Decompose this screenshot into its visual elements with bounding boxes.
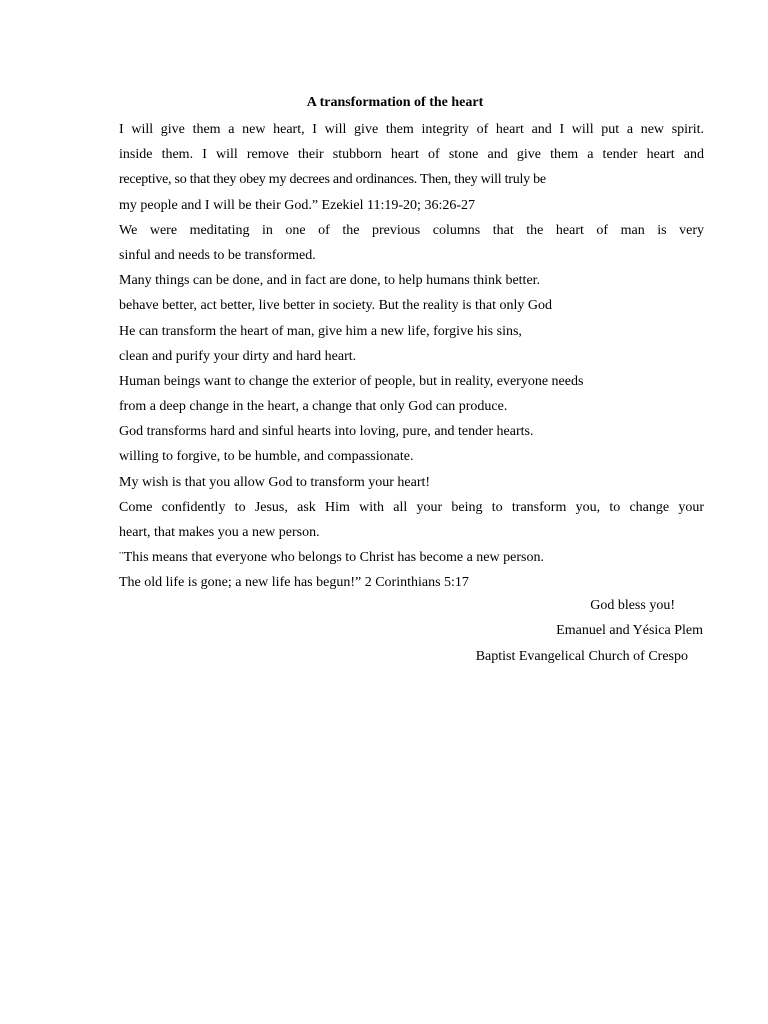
body-line: from a deep change in the heart, a change that only God can produce. (119, 399, 508, 415)
signature-church: Baptist Evangelical Church of Crespo (475, 649, 688, 664)
body-line: My wish is that you allow God to transform your heart! (119, 474, 431, 490)
body-line: receptive, so that they obey my decrees and ordinances. Then, they will truly be (119, 172, 546, 188)
body-line: Human beings want to change the exterior of people, but in reality, everyone needs (119, 373, 584, 389)
body-line: He can transform the heart of man, give him a new life, forgive his sins, (119, 323, 522, 339)
body-line: heart, that makes you a new person. (119, 525, 320, 540)
body-line: The old life is gone; a new life has begun!” 2 Corinthians 5:17 (119, 575, 469, 591)
body-line: I will give them a new heart, I will give them integrity of heart and I will put a new spirit. (119, 122, 704, 137)
body-line: willing to forgive, to be humble, and compassionate. (119, 449, 414, 465)
body-line: ¨This means that everyone who belongs to Christ has become a new person. (119, 550, 544, 566)
body-line: Many things can be done, and in fact are done, to help humans think better. (119, 273, 541, 289)
body-line: sinful and needs to be transformed. (119, 247, 316, 263)
body-line: clean and purify your dirty and hard heart. (119, 348, 357, 364)
signature-authors: Emanuel and Yésica Plem (556, 623, 703, 638)
document-title: A transformation of the heart (306, 95, 484, 110)
body-line: my people and I will be their God.” Ezekiel 11:19-20; 36:26-27 (119, 197, 476, 213)
body-line: Come confidently to Jesus, ask Him with all your being to transform you, to change your (119, 499, 704, 515)
body-line: We were meditating in one of the previous columns that the heart of man is very (119, 222, 704, 238)
signature-blessing: God bless you! (590, 598, 675, 613)
body-line: God transforms hard and sinful hearts into loving, pure, and tender hearts. (119, 424, 534, 440)
document-body (119, 117, 704, 596)
body-line: behave better, act better, live better in society. But the reality is that only God (119, 298, 552, 314)
body-line: inside them. I will remove their stubborn heart of stone and give them a tender heart and (119, 147, 704, 163)
